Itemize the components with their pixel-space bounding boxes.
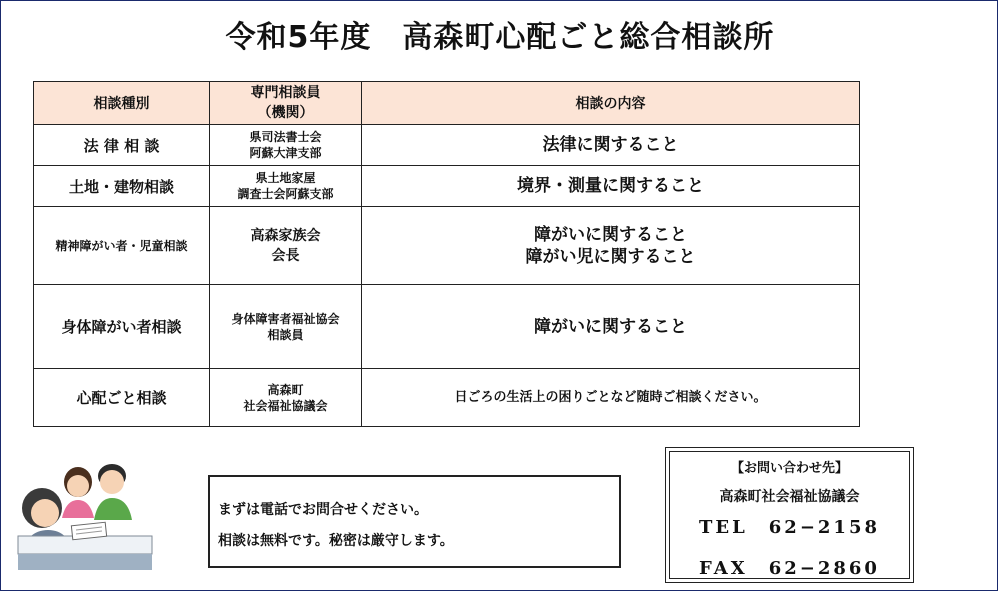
header-staff-line2: （機関） (257, 105, 314, 121)
row-content-line1: 障がいに関すること (534, 316, 687, 337)
row-staff-line2: 相談員 (267, 327, 304, 342)
row-type: 精神障がい者・児童相談 (34, 207, 210, 285)
row-staff (210, 166, 362, 207)
row-staff-line1: 高森家族会 (250, 227, 321, 244)
row-content-line1: 法律に関すること (542, 135, 679, 155)
row-content (362, 125, 860, 166)
notice-line2: 相談は無料です。秘密は厳守します。 (218, 533, 454, 549)
row-staff-line2: 調査士会阿蘇支部 (237, 187, 334, 201)
page-title: 令和5年度 高森町心配ごと総合相談所 (225, 20, 775, 55)
row-staff-line1: 県土地家屋 (255, 171, 316, 185)
row-staff (210, 125, 362, 166)
notice-line1: まずは電話でお問合せください。 (218, 502, 428, 518)
row-content (362, 369, 860, 427)
row-staff-line1: 身体障害者福祉協会 (231, 311, 340, 326)
row-content-line1: 境界・測量に関すること (517, 176, 704, 196)
row-content-line1: 日ごろの生活上の困りごとなど随時ご相談ください。 (454, 389, 767, 405)
row-staff (210, 369, 362, 427)
row-staff-line1: 県司法書士会 (249, 130, 322, 144)
table-row (34, 369, 860, 427)
row-content (362, 166, 860, 207)
table-row (34, 285, 860, 369)
header-staff (210, 82, 362, 125)
table-row (34, 125, 860, 166)
row-content-line1: 障がいに関すること (534, 224, 687, 245)
contact-org: 高森町社会福祉協議会 (719, 489, 860, 505)
row-staff-line1: 高森町 (267, 382, 304, 397)
row-staff-line2: 社会福祉協議会 (243, 398, 328, 413)
contact-caption: 【お問い合わせ先】 (730, 461, 848, 476)
row-staff-line2: 会長 (271, 247, 300, 264)
row-staff (210, 285, 362, 369)
contact-tel: TEL 62−2158 (699, 517, 880, 538)
notice-box (208, 475, 621, 568)
row-content (362, 285, 860, 369)
consultation-table (33, 81, 860, 427)
row-content (362, 207, 860, 285)
row-type: 土地・建物相談 (34, 166, 210, 207)
header-staff-line1: 専門相談員 (250, 85, 321, 101)
contact-box (665, 447, 914, 583)
table-header-row (34, 82, 860, 125)
contact-fax: FAX 62−2860 (699, 558, 880, 579)
row-type: 法 律 相 談 (34, 125, 210, 166)
consultation-illustration-icon (12, 458, 158, 576)
header-content: 相談の内容 (362, 82, 860, 125)
table-row (34, 207, 860, 285)
row-staff (210, 207, 362, 285)
row-staff-line2: 阿蘇大津支部 (249, 146, 322, 160)
row-type: 身体障がい者相談 (34, 285, 210, 369)
row-content-line2: 障がい児に関すること (525, 246, 696, 267)
header-type: 相談種別 (34, 82, 210, 125)
row-type: 心配ごと相談 (34, 369, 210, 427)
table-row (34, 166, 860, 207)
